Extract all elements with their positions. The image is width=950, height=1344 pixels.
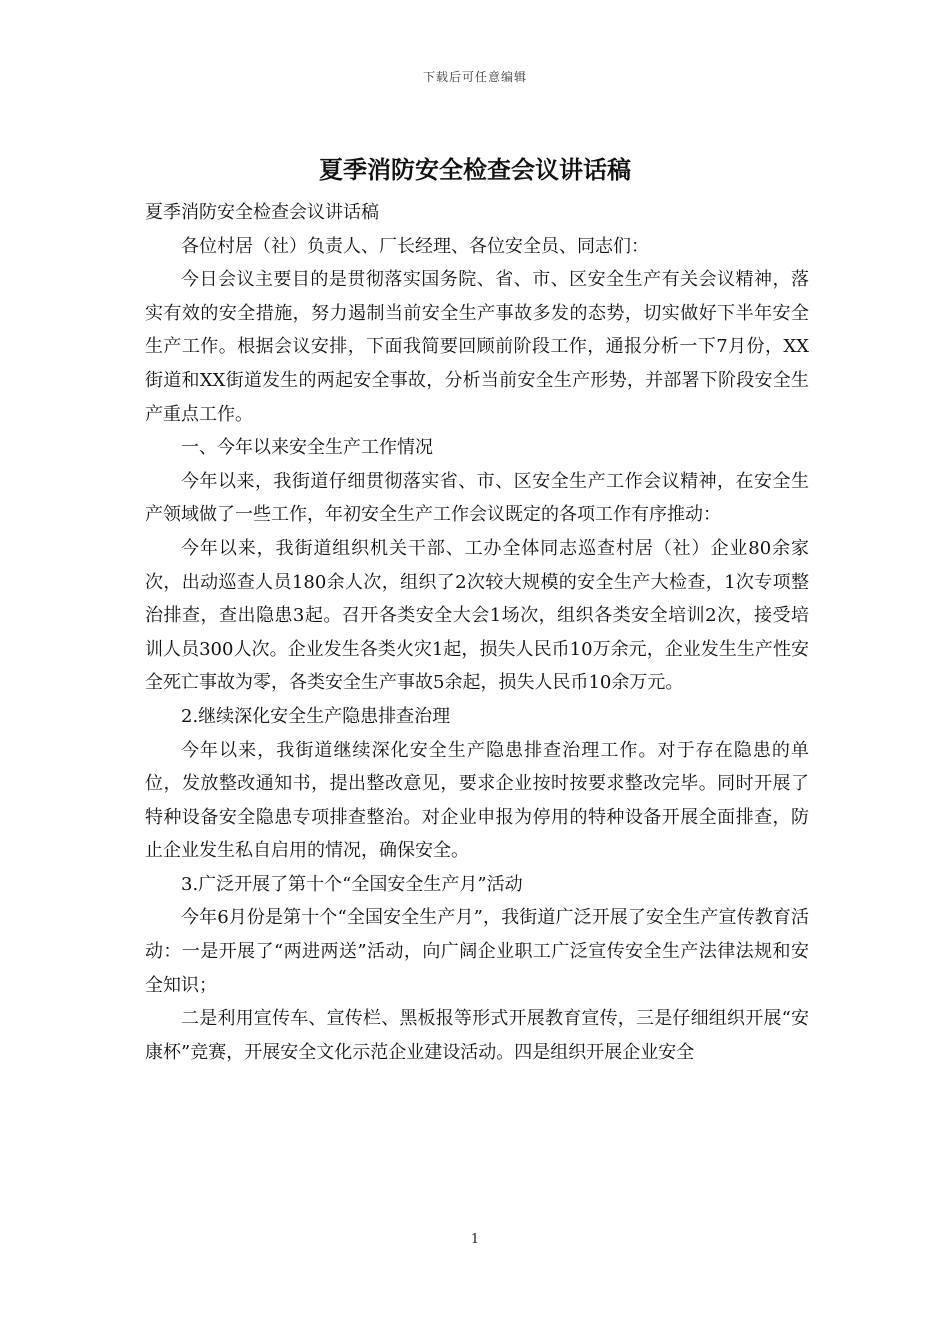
body-paragraph: 今年以来，我街道继续深化安全生产隐患排查治理工作。对于存在隐患的单位，发放整改通知书，提出整改意见，要求企业按时按要求整改完毕。同时开展了特种设备安全隐患专项排查整治。对企业申报为停用的特种设备开展全面排查，防止企业发生私自启用的情况，确保安全。 (145, 739, 809, 862)
body-paragraph: 今日会议主要目的是贯彻落实国务院、省、市、区安全生产有关会议精神，落实有效的安全措施，努力遏制当前安全生产事故多发的态势，切实做好下半年安全生产工作。根据会议安排，下面我简要回顾前阶段工作，通报分析一下7月份，XX街道和XX街道发生的两起安全事故，分析当前安全生产形势，并部署下阶段安全生产重点工作。 (145, 269, 809, 425)
section-heading: 2.继续深化安全生产隐患排查治理 (181, 705, 451, 727)
document-title: 夏季消防安全检查会议讲话稿 (319, 155, 631, 184)
body-paragraph: 今年以来，我街道组织机关干部、工办全体同志巡查村居（社）企业80余家次，出动巡查人员180余人次，组织了2次较大规模的安全生产大检查，1次专项整治排查，查出隐患3起。召开各类安全大会1场次，组织各类安全培训2次，接受培训人员300人次。企业发生各类火灾1起，损失人民币10万余元，企业发生生产性安全死亡事故为零，各类安全生产事故5余起，损失人民币10余万元。 (145, 537, 809, 694)
body-paragraph: 今年以来，我街道仔细贯彻落实省、市、区安全生产工作会议精神，在安全生产领域做了一些工作，年初安全生产工作会议既定的各项工作有序推动： (145, 470, 809, 526)
document-body (145, 196, 809, 1069)
salutation-paragraph: 各位村居（社）负责人、厂长经理、各位安全员、同志们： (181, 235, 649, 257)
section-heading: 3.广泛开展了第十个“全国安全生产月”活动 (181, 873, 523, 895)
page-number: 1 (470, 1232, 480, 1247)
subtitle-paragraph: 夏季消防安全检查会议讲话稿 (145, 202, 379, 223)
body-paragraph: 二是利用宣传车、宣传栏、黑板报等形式开展教育宣传，三是仔细组织开展“安康杯”竞赛，开展安全文化示范企业建设活动。四是组织开展企业安全 (145, 1008, 809, 1063)
body-paragraph: 今年6月份是第十个“全国安全生产月”，我街道广泛开展了安全生产宣传教育活动：一是开展了“两进两送”活动，向广阔企业职工广泛宣传安全生产法律法规和安全知识； (145, 907, 809, 996)
header-note: 下载后可任意编辑 (422, 70, 527, 84)
section-heading: 一、今年以来安全生产工作情况 (181, 437, 433, 459)
